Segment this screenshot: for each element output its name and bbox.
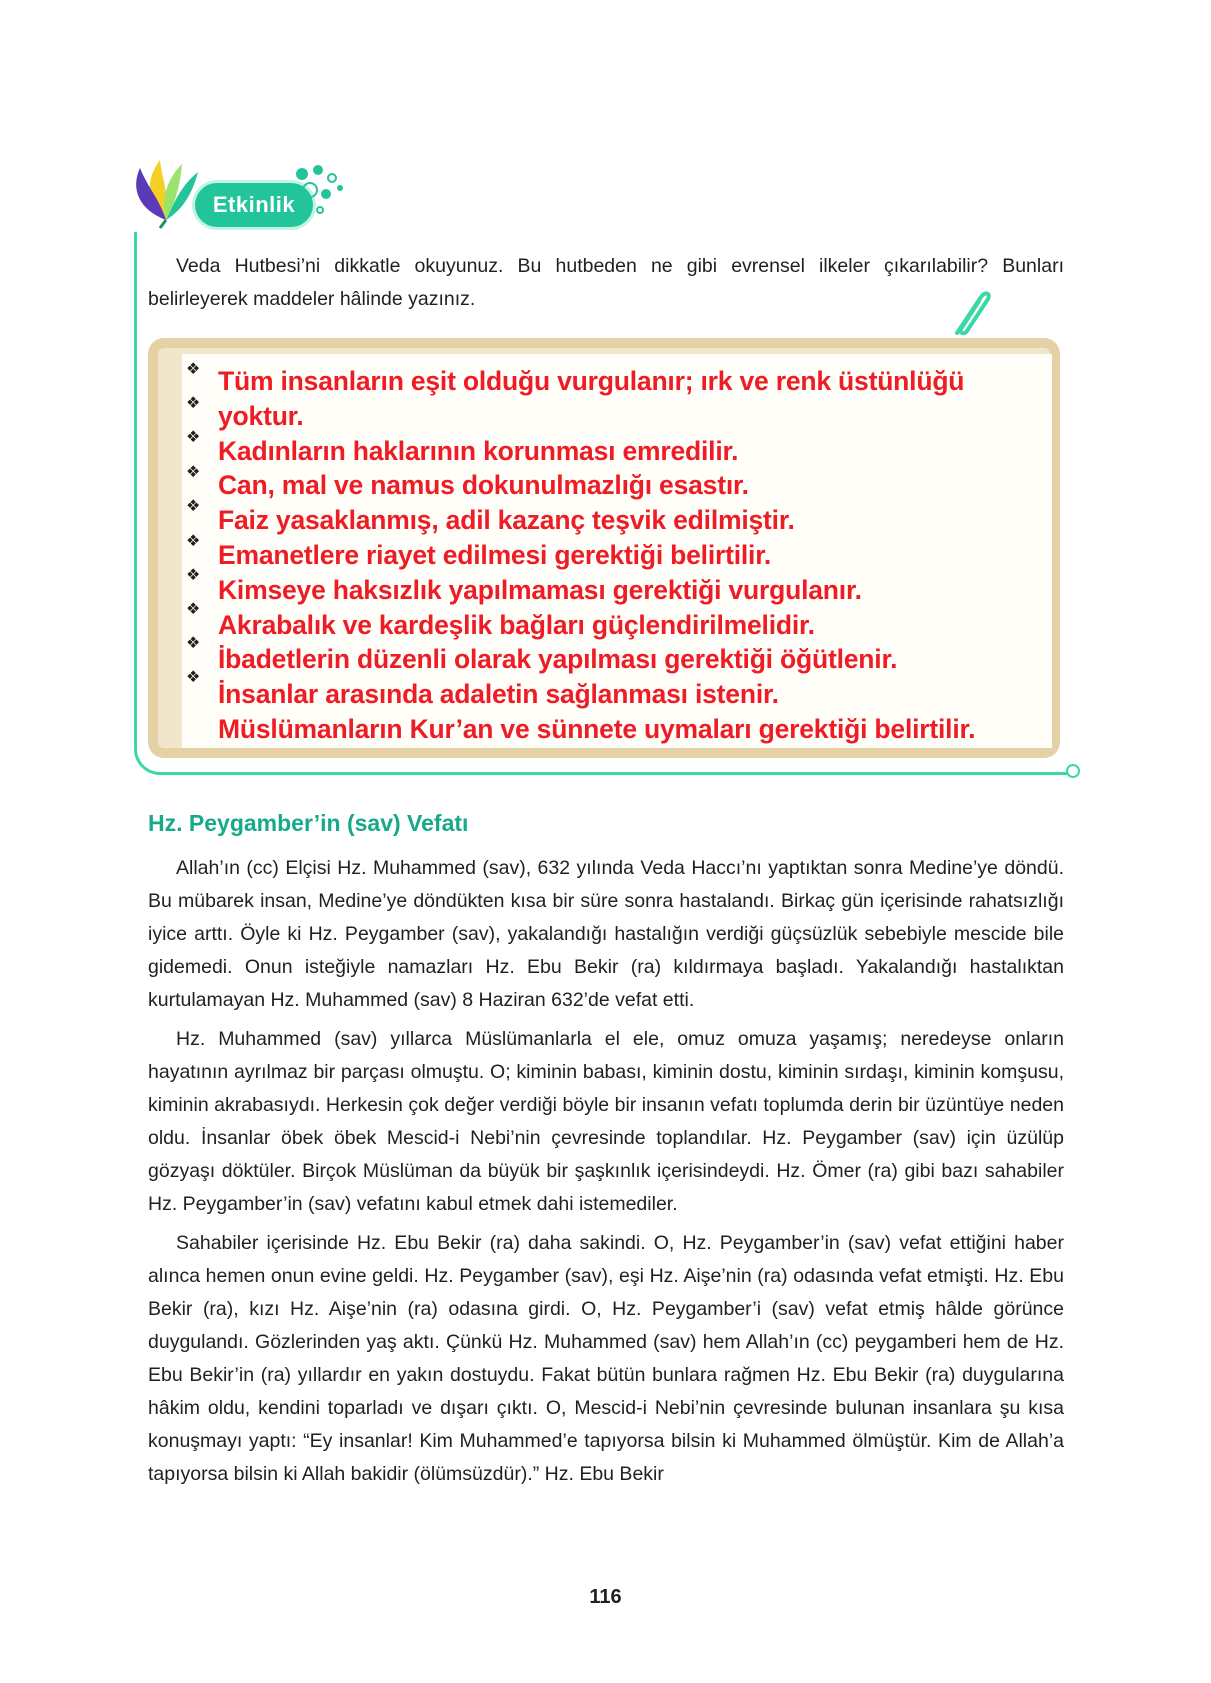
paragraph: Hz. Muhammed (sav) yıllarca Müslümanlarla el ele, omuz omuza yaşamış; neredeyse onların hayatının ayrılmaz bir parçası olmuştu. O; kiminin babası, kiminin dostu, kiminin sırdaşı, kiminin komşusu, kiminin akrabasıydı. Herkesin çok değer verdiği böyle bir insanın vefatı toplumda derin bir üzüntüye neden oldu. İnsanlar öbek öbek Mescid-i Nebi’nin çevresinde toplandılar. Hz. Peygamber (sav) için üzülüp gözyaşı döktüler. Birçok Müslüman da büyük bir şaşkınlık içerisindeydi. Hz. Ömer (ra) gibi bazı sahabiler Hz. Peygamber’in (sav) vefatını kabul etmek dahi istemediler. xyxy=(148,1028,1064,1215)
answer-line: Kimseye haksızlık yapılmaması gerektiği vurgulanır. xyxy=(218,574,862,605)
frame-end-dot xyxy=(1066,764,1080,778)
bullet-icon: ❖ xyxy=(186,531,201,550)
page-number: 116 xyxy=(589,1586,622,1608)
answer-list xyxy=(218,364,1058,747)
answer-line: Emanetlere riayet edilmesi gerektiği belirtilir. xyxy=(218,539,772,570)
bullet-icon: ❖ xyxy=(186,633,201,652)
bullet-icon: ❖ xyxy=(186,462,201,481)
answer-line: Faiz yasaklanmış, adil kazanç teşvik edilmiştir. xyxy=(218,505,795,536)
paperclip-icon xyxy=(945,285,995,340)
answer-line: Akrabalık ve kardeşlik bağları güçlendirilmelidir. xyxy=(218,609,815,640)
bullet-icon: ❖ xyxy=(186,496,201,515)
answer-line: Can, mal ve namus dokunulmazlığı esastır. xyxy=(218,470,749,501)
answer-line: Müslümanların Kur’an ve sünnete uymaları gerektiği belirtilir. xyxy=(218,713,976,744)
answer-line: İnsanlar arasında adaletin sağlanması istenir. xyxy=(218,679,779,710)
bubbles-decoration xyxy=(290,160,350,220)
paragraph: Allah’ın (cc) Elçisi Hz. Muhammed (sav), 632 yılında Veda Haccı’nı yaptıktan sonra Medine’ye döndü. Bu mübarek insan, Medine’ye döndükten kısa bir süre sonra hastalandı. Birkaç gün içerisinde rahatsızlığı iyice arttı. Öyle ki Hz. Peygamber (sav), yakalandığı hastalığın verdiği güçsüzlük sebebiyle mescide bile gidemedi. Onun isteğiyle namazları Hz. Ebu Bekir (ra) kıldırmaya başladı. Yakalandığı hastalıktan kurtulamayan Hz. Muhammed (sav) 8 Haziran 632’de vefat etti. xyxy=(148,857,1064,1011)
bullet-icon: ❖ xyxy=(186,427,201,446)
bullet-icon: ❖ xyxy=(186,565,201,584)
bullet-icon: ❖ xyxy=(186,667,201,686)
paragraph: Sahabiler içerisinde Hz. Ebu Bekir (ra) daha sakindi. O, Hz. Peygamber’in (sav) vefat ettiğini haber alınca hemen onun evine geldi. Hz. Peygamber (sav), eşi Hz. Aişe’nin (ra) odasında vefat etmişti. Hz. Ebu Bekir (ra), kızı Hz. Aişe’nin (ra) odasına girdi. O, Hz. Peygamber’i (sav) vefat etmiş hâlde görünce duygulandı. Gözlerinden yaş aktı. Çünkü Hz. Muhammed (sav) hem Allah’ın (cc) peygamberi hem de Hz. Ebu Bekir’in (ra) yıllardır en yakın dostuydu. Fakat bütün bunlara rağmen Hz. Ebu Bekir (ra) duygularına hâkim oldu, kendini toparladı ve dışarı çıktı. O, Mescid-i Nebi’nin çevresinde bulunan insanlara şu kısa konuşmayı yaptı: “Ey insanlar! Kim Muhammed’e tapıyorsa bilsin ki Muhammed ölmüştür. Kim de Allah’a tapıyorsa bilsin ki Allah bakidir (ölümsüzdür).” Hz. Ebu Bekir xyxy=(148,1232,1064,1485)
bullet-icon: ❖ xyxy=(186,393,201,412)
activity-instruction: Veda Hutbesi’ni dikkatle okuyunuz. Bu hutbeden ne gibi evrensel ilkeler çıkarılabilir? Bunları belirleyerek maddeler hâlinde yazınız. xyxy=(148,255,1064,310)
feather-icon xyxy=(120,150,204,230)
answer-line: yoktur. xyxy=(218,400,304,431)
answer-line: Tüm insanların eşit olduğu vurgulanır; ırk ve renk üstünlüğü xyxy=(218,366,965,396)
answer-line: İbadetlerin düzenli olarak yapılması gerektiği öğütlenir. xyxy=(218,644,898,675)
bullet-icon: ❖ xyxy=(186,599,201,618)
bullet-icon: ❖ xyxy=(186,359,201,378)
etkinlik-label: Etkinlik xyxy=(212,192,296,217)
section-title: Hz. Peygamber’in (sav) Vefatı xyxy=(148,810,469,836)
section-body xyxy=(148,852,1064,1497)
answer-line: Kadınların haklarının korunması emredilir. xyxy=(218,435,739,466)
